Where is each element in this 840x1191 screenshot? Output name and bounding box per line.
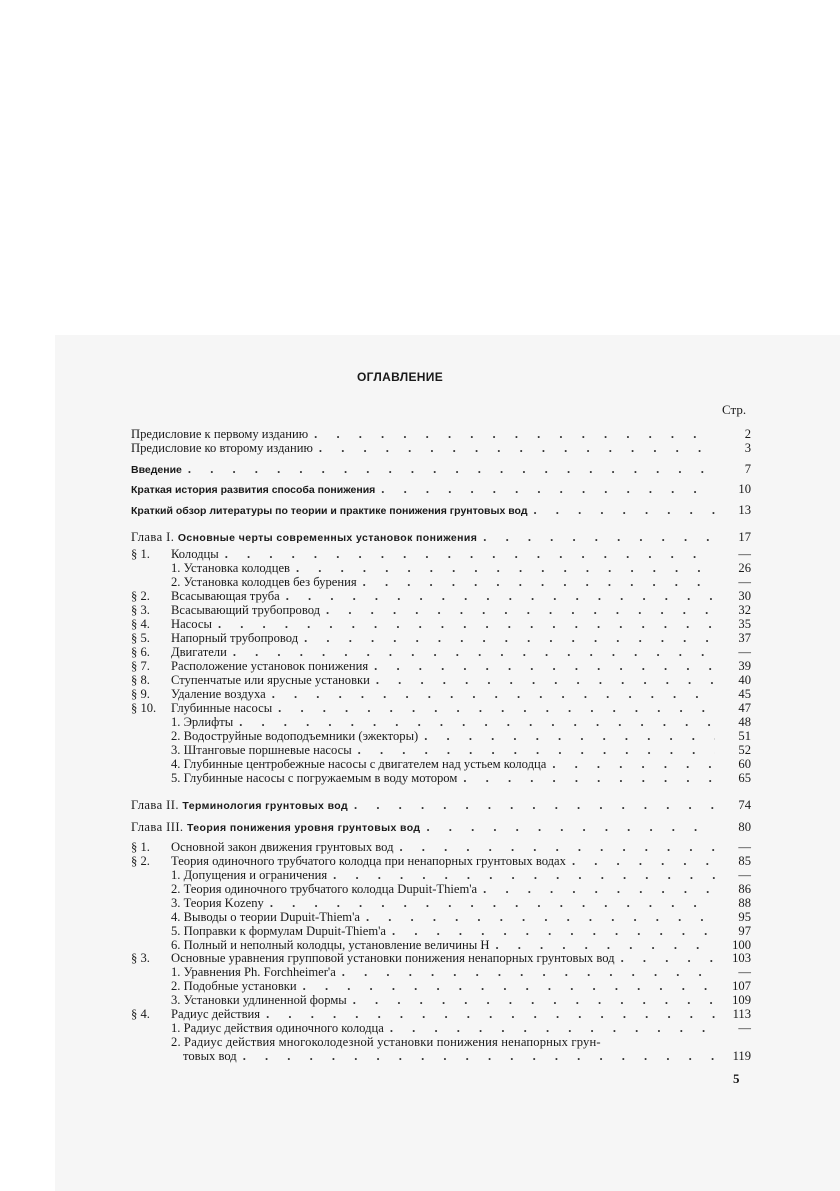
toc-entry[interactable] [131,820,751,834]
toc-entry[interactable] [131,1021,751,1035]
page-ref: 86 [738,882,751,896]
entry-title: 2. Теория одиночного трубчатого колодца Dupuit-Thiem'a [171,882,478,896]
section-number: § 6. [131,645,150,659]
page-ref: 13 [738,503,751,517]
toc-entry[interactable] [131,1049,751,1063]
entry-title: 2. Радиус действия многоколодезной установки понижения ненапорных грун- [171,1035,601,1049]
entry-title-bold: Краткая история развития способа понижения [131,484,376,496]
dot-leader [264,896,715,910]
page-ref: 7 [744,462,751,476]
entry-title: 1. Уравнения Ph. Forchheimer'a [171,965,336,979]
entry-title: 3. Установки удлиненной формы [171,993,347,1007]
entry-title: Основной закон движения грунтовых вод [171,840,394,854]
entry-title: Колодцы [171,547,219,561]
page-ref: 74 [738,798,751,812]
entry-title-bold: Терминология грунтовых вод [182,800,349,812]
dot-leader [233,715,715,729]
page-ref: 100 [732,938,751,952]
dot-leader [290,561,715,575]
page-ref: 103 [732,951,751,965]
toc-entry[interactable] [131,854,751,868]
section-number: § 4. [131,617,150,631]
toc-entry[interactable] [131,924,751,938]
section-number: § 2. [131,589,150,603]
entry-title: Предисловие ко второму изданию [131,441,313,455]
entry-title: 1. Установка колодцев [171,561,290,575]
dot-leader [347,993,715,1007]
dot-leader [418,729,715,743]
dot-leader [348,798,715,812]
page-ref: 107 [732,979,751,993]
toc-entry[interactable] [131,1035,751,1049]
page-ref: — [738,965,751,979]
section-number: § 8. [131,673,150,687]
page-ref: 97 [738,924,751,938]
toc-entry[interactable] [131,687,751,701]
entry-title: Глава III. [131,820,188,834]
section-number: § 10. [131,701,157,715]
page-ref: 17 [738,530,751,544]
section-number: § 7. [131,659,150,673]
dot-leader [237,1049,715,1063]
page-ref: — [738,840,751,854]
toc-entry[interactable] [131,938,751,952]
toc-entry[interactable] [131,910,751,924]
entry-title: Двигатели [171,645,227,659]
toc-entry[interactable] [131,427,751,441]
page-ref: 80 [738,820,751,834]
dot-leader [212,617,715,631]
section-number: § 5. [131,631,150,645]
dot-leader [489,938,715,952]
entry-title: 6. Полный и неполный колодцы, установление величины H [171,938,490,952]
page-ref: 48 [738,715,751,729]
entry-title: 3. Теория Kozeny [171,896,264,910]
entry-title: товых вод [183,1049,237,1063]
toc-entry[interactable] [131,771,751,785]
dot-leader [227,645,715,659]
toc-entry[interactable] [131,701,751,715]
page-ref: 119 [732,1049,751,1063]
toc-entry[interactable] [131,631,751,645]
entry-title: 3. Штанговые поршневые насосы [171,743,352,757]
toc-entry[interactable] [131,462,751,476]
section-number: § 3. [131,951,150,965]
toc-entry[interactable] [131,951,751,965]
entry-title: 4. Глубинные центробежные насосы с двигателем над устьем колодца [171,757,547,771]
page-ref: 60 [738,757,751,771]
entry-title: Расположение установок понижения [171,659,369,673]
dot-leader [260,1007,715,1021]
section-number: § 3. [131,603,150,617]
entry-title-bold: Краткий обзор литературы по теории и практике понижения грунтовых вод [131,505,528,517]
entry-title-bold: Основные черты современных установок понижения [177,532,478,544]
dot-leader [297,979,715,993]
dot-leader [360,910,715,924]
page-number: 5 [733,1071,740,1086]
page-ref: 113 [732,1007,751,1021]
page-ref: 45 [738,687,751,701]
entry-title: Основные уравнения групповой установки понижения ненапорных грунтовых вод [171,951,615,965]
page-title: ОГЛАВЛЕНИЕ [356,370,443,384]
section-number: § 2. [131,854,150,868]
toc-entry[interactable] [131,965,751,979]
toc-entry[interactable] [131,979,751,993]
entry-title: 2. Водоструйные водоподъемники (эжекторы) [171,729,419,743]
entry-title: 2. Подобные установки [171,979,297,993]
toc-entry[interactable] [131,1007,751,1021]
dot-leader [320,603,715,617]
section-number: § 1. [131,547,150,561]
entry-title-bold: Введение [131,464,182,476]
dot-leader [384,1021,715,1035]
page-ref: 52 [738,743,751,757]
dot-leader [266,687,715,701]
entry-title: Удаление воздуха [171,687,266,701]
dot-leader [313,441,715,455]
entry-title: Напорный трубопровод [171,631,299,645]
entry-title: Теория одиночного трубчатого колодца при ненапорных грунтовых водах [171,854,566,868]
entry-title: 2. Установка колодцев без бурения [171,575,357,589]
entry-title: 1. Допущения и ограничения [171,868,328,882]
dot-leader [357,575,715,589]
page-ref: 35 [738,617,751,631]
page-ref: 88 [738,896,751,910]
section-number: § 1. [131,840,150,854]
page-ref: 3 [744,441,751,455]
toc-entry[interactable] [131,840,751,854]
toc-entry[interactable] [131,896,751,910]
page-ref: 47 [738,701,751,715]
page-ref: 26 [738,561,751,575]
toc-entry[interactable] [131,547,751,561]
entry-title: 1. Радиус действия одиночного колодца [171,1021,384,1035]
page-ref: 95 [738,910,751,924]
dot-leader [272,701,715,715]
dot-leader [386,924,715,938]
page-ref: — [738,1021,751,1035]
toc-entry[interactable] [131,645,751,659]
toc-entry[interactable] [131,561,751,575]
page-ref: 65 [738,771,751,785]
entry-title-bold: Теория понижения уровня грунтовых вод [187,822,421,834]
entry-title: Ступенчатые или ярусные установки [171,673,370,687]
page-ref: — [738,575,751,589]
dot-leader [327,868,715,882]
page-ref: 109 [732,993,751,1007]
section-number: § 4. [131,1007,150,1021]
toc-entry[interactable] [131,757,751,771]
dot-leader [375,482,715,496]
dot-leader [370,673,715,687]
dot-leader [477,530,715,544]
dot-leader [546,757,715,771]
entry-title: Предисловие к первому изданию [131,427,309,441]
dot-leader [352,743,715,757]
dot-leader [457,771,715,785]
toc-entry[interactable] [131,673,751,687]
dot-leader [219,547,715,561]
dot-leader [368,659,715,673]
page-ref: 2 [744,427,751,441]
entry-title: 1. Эрлифты [171,715,234,729]
toc-entry[interactable] [131,868,751,882]
entry-title: Радиус действия [171,1007,261,1021]
toc-entry[interactable] [131,715,751,729]
entry-title: 4. Выводы о теории Dupuit-Thiem'a [171,910,360,924]
dot-leader [298,631,715,645]
toc-entry[interactable] [131,993,751,1007]
page-ref: 32 [738,603,751,617]
toc-entry[interactable] [131,729,751,743]
section-number: § 9. [131,687,150,701]
dot-leader [477,882,715,896]
dot-leader [182,462,715,476]
toc-entry[interactable] [131,589,751,603]
dot-leader [615,951,715,965]
dot-leader [336,965,715,979]
page-ref: 39 [738,659,751,673]
toc-entry[interactable] [131,482,751,496]
entry-title: Глава I. [131,530,178,544]
dot-leader [280,589,715,603]
toc-entry[interactable] [131,441,751,455]
dot-leader [527,503,715,517]
page-ref: — [738,868,751,882]
toc-entry[interactable] [131,882,751,896]
toc-entry[interactable] [131,743,751,757]
page-ref: 10 [738,482,751,496]
toc-entry[interactable] [131,575,751,589]
toc-entry[interactable] [131,617,751,631]
dot-leader [393,840,715,854]
dot-leader [308,427,715,441]
entry-title: 5. Глубинные насосы с погружаемым в воду мотором [171,771,458,785]
page-ref: 85 [738,854,751,868]
page-ref: 30 [738,589,751,603]
entry-title: Насосы [171,617,212,631]
dot-leader [566,854,715,868]
page-ref: — [738,645,751,659]
toc-entry[interactable] [131,530,751,544]
entry-title: Глубинные насосы [171,701,273,715]
dot-leader [420,820,715,834]
entry-title: 5. Поправки к формулам Dupuit-Thiem'a [171,924,387,938]
page-ref: 51 [738,729,751,743]
page-ref: — [738,547,751,561]
entry-title: Всасывающая труба [171,589,280,603]
toc-entry[interactable] [131,659,751,673]
entry-title: Глава II. [131,798,183,812]
page-ref: 40 [738,673,751,687]
entry-title: Всасывающий трубопровод [171,603,321,617]
toc-entry[interactable] [131,798,751,812]
toc-entry[interactable] [131,603,751,617]
toc-entry[interactable] [131,503,751,517]
page-ref: 37 [738,631,751,645]
page-column-header: Стр. [722,402,747,417]
